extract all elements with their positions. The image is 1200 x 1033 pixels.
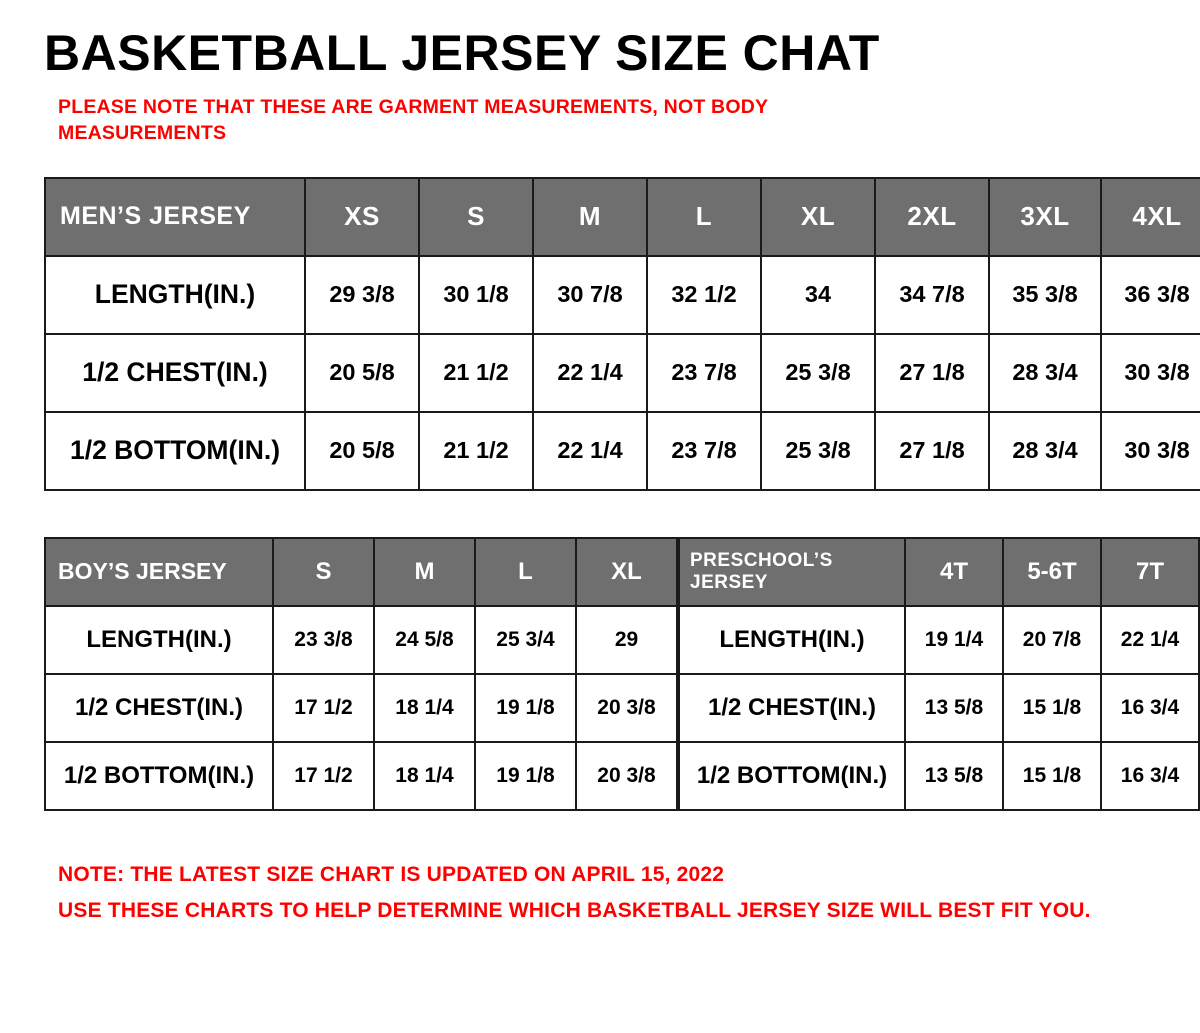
mens-jersey-table	[44, 177, 1200, 491]
cell-length-2xl: 34 7/8	[875, 256, 989, 334]
table-row	[45, 412, 1200, 490]
bottom-notes	[58, 857, 1178, 931]
cell-bottom-4xl: 30 3/8	[1101, 412, 1200, 490]
header-cell-5-6t: 5-6T	[1003, 538, 1101, 606]
header-cell-4xl: 4XL	[1101, 178, 1200, 256]
cell-length-4t: 19 1/4	[905, 606, 1003, 674]
table-row	[679, 606, 1199, 674]
cell-bottom-xs: 20 5/8	[305, 412, 419, 490]
cell-chest-2xl: 27 1/8	[875, 334, 989, 412]
cell-bottom-s: 17 1/2	[273, 742, 374, 810]
cell-length-7t: 22 1/4	[1101, 606, 1199, 674]
top-note: PLEASE NOTE THAT THESE ARE GARMENT MEASUREMENTS, NOT BODY MEASUREMENTS	[58, 96, 768, 145]
cell-chest-l: 23 7/8	[647, 334, 761, 412]
cell-bottom-xl: 20 3/8	[576, 742, 677, 810]
cell-length-s: 23 3/8	[273, 606, 374, 674]
header-cell-m: M	[374, 538, 475, 606]
header-cell-xl: XL	[761, 178, 875, 256]
table-row	[45, 334, 1200, 412]
cell-chest-s: 21 1/2	[419, 334, 533, 412]
row-label-bottom: 1/2 BOTTOM(IN.)	[45, 742, 273, 810]
header-cell-2xl: 2XL	[875, 178, 989, 256]
cell-chest-m: 22 1/4	[533, 334, 647, 412]
table-header-row	[45, 178, 1200, 256]
row-label-bottom: 1/2 BOTTOM(IN.)	[679, 742, 905, 810]
cell-length-5-6t: 20 7/8	[1003, 606, 1101, 674]
cell-bottom-5-6t: 15 1/8	[1003, 742, 1101, 810]
header-cell-s: S	[273, 538, 374, 606]
cell-chest-4xl: 30 3/8	[1101, 334, 1200, 412]
header-cell-7t: 7T	[1101, 538, 1199, 606]
header-cell-m: M	[533, 178, 647, 256]
header-cell-title: PRESCHOOL’S JERSEY	[679, 538, 905, 606]
row-label-bottom: 1/2 BOTTOM(IN.)	[45, 412, 305, 490]
page-title: BASKETBALL JERSEY SIZE CHAT	[44, 25, 880, 81]
cell-length-xl: 34	[761, 256, 875, 334]
header-cell-4t: 4T	[905, 538, 1003, 606]
cell-length-l: 25 3/4	[475, 606, 576, 674]
cell-bottom-xl: 25 3/8	[761, 412, 875, 490]
header-cell-l: L	[647, 178, 761, 256]
header-cell-title: BOY’S JERSEY	[45, 538, 273, 606]
table-row	[679, 742, 1199, 810]
cell-length-m: 30 7/8	[533, 256, 647, 334]
header-cell-3xl: 3XL	[989, 178, 1101, 256]
cell-chest-m: 18 1/4	[374, 674, 475, 742]
header-cell-s: S	[419, 178, 533, 256]
preschool-jersey-table	[678, 537, 1200, 811]
table-row	[45, 742, 677, 810]
cell-chest-s: 17 1/2	[273, 674, 374, 742]
cell-bottom-l: 23 7/8	[647, 412, 761, 490]
row-label-chest: 1/2 CHEST(IN.)	[45, 674, 273, 742]
row-label-length: LENGTH(IN.)	[679, 606, 905, 674]
cell-chest-4t: 13 5/8	[905, 674, 1003, 742]
cell-chest-7t: 16 3/4	[1101, 674, 1199, 742]
cell-bottom-l: 19 1/8	[475, 742, 576, 810]
cell-chest-5-6t: 15 1/8	[1003, 674, 1101, 742]
boys-jersey-table	[44, 537, 678, 811]
cell-length-xs: 29 3/8	[305, 256, 419, 334]
cell-bottom-m: 22 1/4	[533, 412, 647, 490]
cell-length-3xl: 35 3/8	[989, 256, 1101, 334]
row-label-length: LENGTH(IN.)	[45, 606, 273, 674]
cell-chest-xs: 20 5/8	[305, 334, 419, 412]
cell-bottom-7t: 16 3/4	[1101, 742, 1199, 810]
row-label-length: LENGTH(IN.)	[45, 256, 305, 334]
mens-table-container	[44, 177, 1190, 491]
header-cell-xl: XL	[576, 538, 677, 606]
table-header-row	[45, 538, 677, 606]
header-cell-title: MEN’S JERSEY	[45, 178, 305, 256]
cell-length-l: 32 1/2	[647, 256, 761, 334]
row-label-chest: 1/2 CHEST(IN.)	[679, 674, 905, 742]
cell-length-4xl: 36 3/8	[1101, 256, 1200, 334]
cell-chest-xl: 20 3/8	[576, 674, 677, 742]
bottom-note-line-1: NOTE: THE LATEST SIZE CHART IS UPDATED ON APRIL 15, 2022	[58, 862, 725, 886]
table-row	[45, 674, 677, 742]
cell-chest-3xl: 28 3/4	[989, 334, 1101, 412]
cell-chest-xl: 25 3/8	[761, 334, 875, 412]
table-row	[679, 674, 1199, 742]
cell-length-xl: 29	[576, 606, 677, 674]
header-cell-l: L	[475, 538, 576, 606]
size-chart-page	[0, 26, 1200, 1033]
cell-bottom-2xl: 27 1/8	[875, 412, 989, 490]
cell-bottom-4t: 13 5/8	[905, 742, 1003, 810]
cell-bottom-3xl: 28 3/4	[989, 412, 1101, 490]
table-row	[45, 256, 1200, 334]
cell-bottom-s: 21 1/2	[419, 412, 533, 490]
cell-length-s: 30 1/8	[419, 256, 533, 334]
header-cell-xs: XS	[305, 178, 419, 256]
cell-length-m: 24 5/8	[374, 606, 475, 674]
table-header-row	[679, 538, 1199, 606]
row-label-chest: 1/2 CHEST(IN.)	[45, 334, 305, 412]
table-row	[45, 606, 677, 674]
bottom-note-line-2: USE THESE CHARTS TO HELP DETERMINE WHICH BASKETBALL JERSEY SIZE WILL BEST FIT YOU.	[58, 899, 1091, 923]
cell-chest-l: 19 1/8	[475, 674, 576, 742]
cell-bottom-m: 18 1/4	[374, 742, 475, 810]
bottom-tables-container	[44, 537, 1178, 811]
